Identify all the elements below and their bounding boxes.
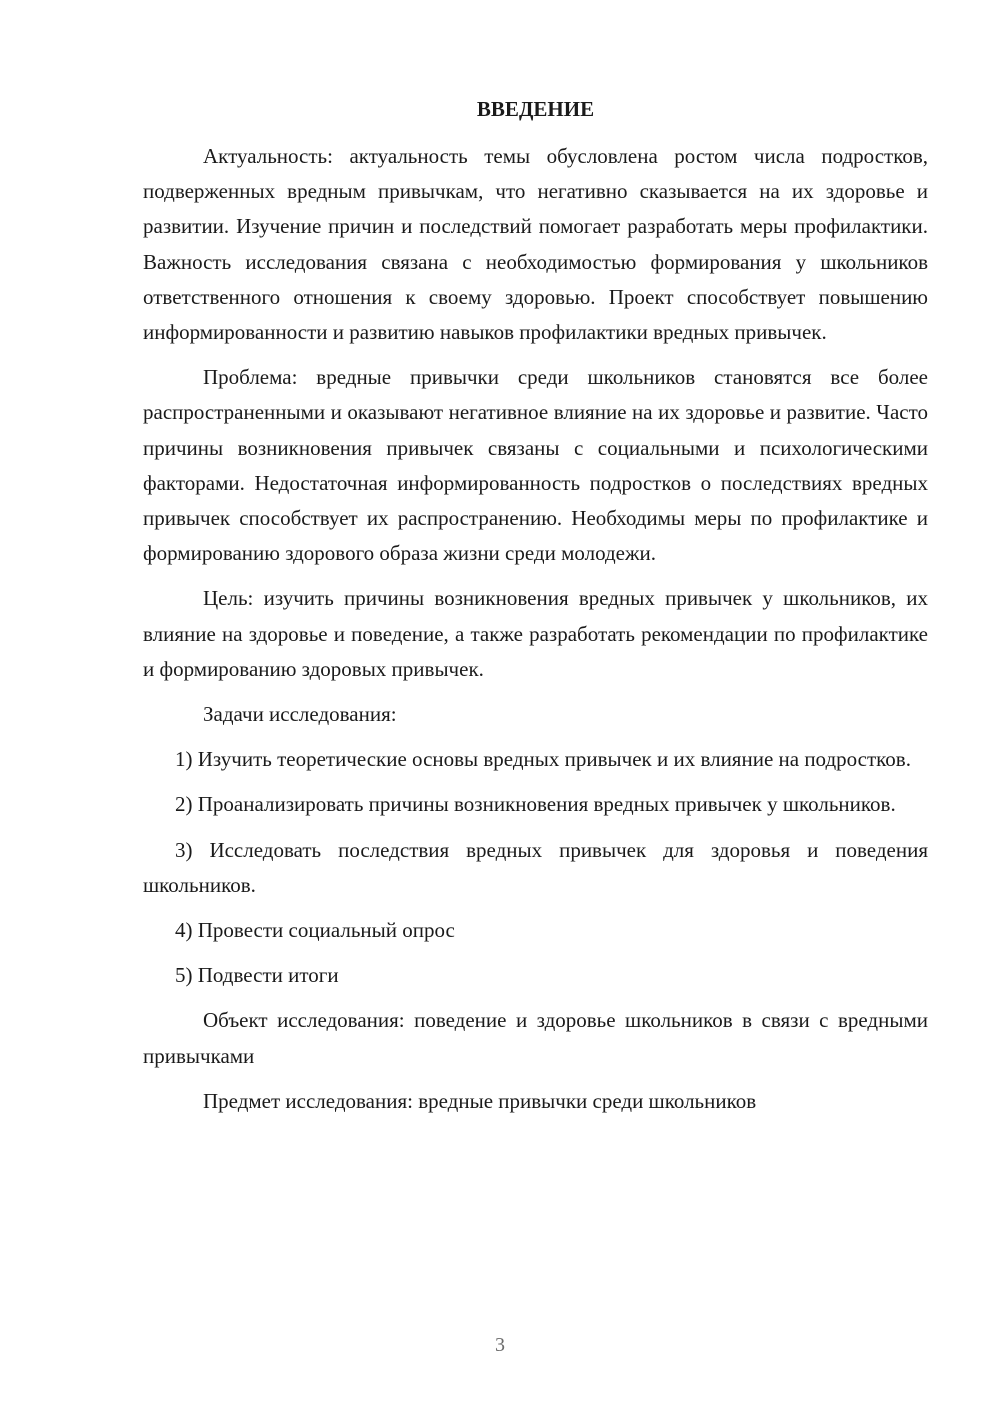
task-item-1: 1) Изучить теоретические основы вредных привычек и их влияние на подростков. <box>175 747 911 772</box>
task-item-5: 5) Подвести итоги <box>175 963 339 988</box>
problem-paragraph: Проблема: вредные привычки среди школьников становятся все более распространенными и оказывают негативное влияние на их здоровье и развитие. Часто причины возникновения привычек связаны с социальными и психологическими факторами. Недостаточная информированность подростков о последствиях вредных привычек способствует их распространению. Необходимы меры по профилактике и формированию здорового образа жизни среди молодежи. <box>143 365 928 566</box>
task-item-2: 2) Проанализировать причины возникновения вредных привычек у школьников. <box>175 792 896 817</box>
research-object-paragraph: Объект исследования: поведение и здоровье школьников в связи с вредными привычками <box>143 1008 928 1068</box>
tasks-heading: Задачи исследования: <box>203 702 397 727</box>
task-item-4: 4) Провести социальный опрос <box>175 918 455 943</box>
task-item-3: 3) Исследовать последствия вредных привычек для здоровья и поведения школьников. <box>143 837 928 897</box>
page-number: 3 <box>495 1334 505 1356</box>
goal-paragraph: Цель: изучить причины возникновения вредных привычек у школьников, их влияние на здоровье и поведение, а также разработать рекомендации по профилактике и формированию здоровых привычек. <box>143 586 928 681</box>
document-page <box>143 92 928 1119</box>
research-subject-paragraph: Предмет исследования: вредные привычки среди школьников <box>203 1088 757 1113</box>
section-title: ВВЕДЕНИЕ <box>476 97 595 121</box>
relevance-paragraph: Актуальность: актуальность темы обусловлена ростом числа подростков, подверженных вредным привычкам, что негативно сказывается на их здоровье и развитии. Изучение причин и последствий помогает разработать меры профилактики. Важность исследования связана с необходимостью формирования у школьников ответственного отношения к своему здоровью. Проект способствует повышению информированности и развитию навыков профилактики вредных привычек. <box>143 144 928 345</box>
